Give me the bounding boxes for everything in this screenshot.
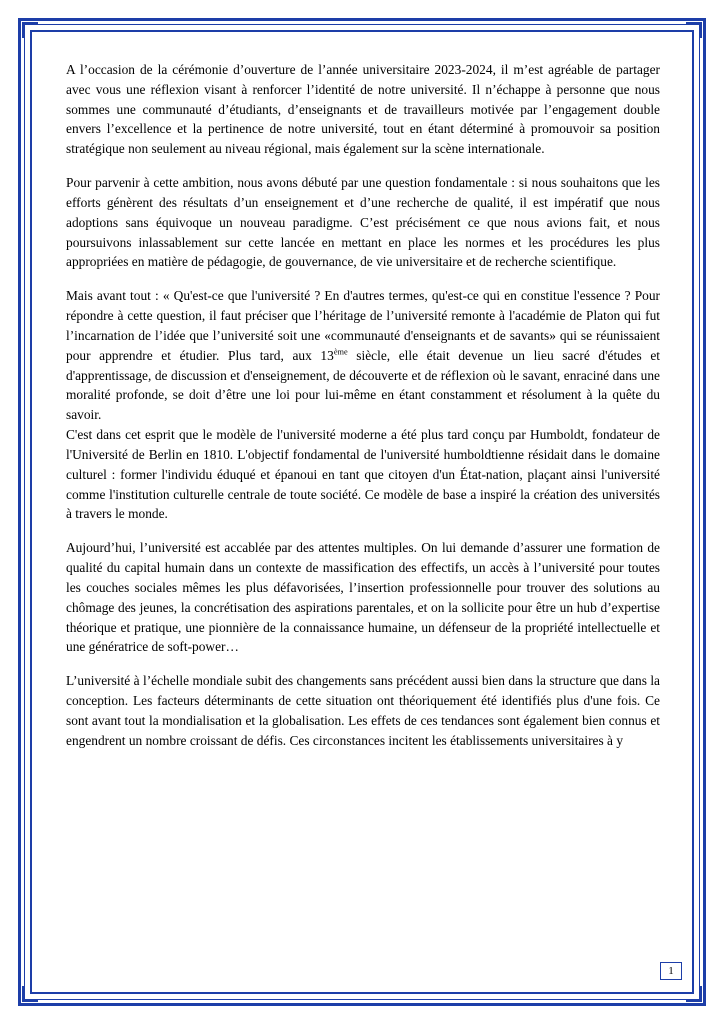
ordinal-superscript: ème — [333, 347, 348, 357]
paragraph-3b: C'est dans cet esprit que le modèle de l'université moderne a été plus tard conçu par Humboldt, fondateur de l'Université de Berlin en 1810. L'objectif fondamental de l'université humboldtienne résidait dans le domaine culturel : former l'individu éduqué et épanoui en tant que citoyen d'un État-nation, plaçant ainsi l'université comme l'institution culturelle centrale de toute société. Ce modèle de base a inspiré la création des universités à travers le monde. — [66, 427, 660, 522]
paragraph-3a — [66, 286, 660, 425]
border-corner-top-left — [22, 22, 38, 38]
paragraph-5: L’université à l’échelle mondiale subit des changements sans précédent aussi bien dans la structure que dans la conception. Les facteurs déterminants de cette situation ont théoriquement été identifiés plus d'une fois. Ce sont avant tout la mondialisation et la globalisation. Les effets de ces tendances sont également bien connus et engendrent un nombre croissant de défis. Ces circonstances incitent les établissements universitaires à y — [66, 673, 660, 748]
border-corner-bottom-left — [22, 986, 38, 1002]
paragraph-3a-text-after: siècle, elle était devenue un lieu sacré d'études et d'apprentissage, de discussion et d'enseignement, de découverte et de réflexion où le savant, enraciné dans une moralité profonde, se doit d’être une loi pour lui-même en étant constamment et résolument à la quête du savoir. — [66, 347, 660, 423]
paragraph-2: Pour parvenir à cette ambition, nous avons débuté par une question fondamentale : si nous souhaitons que les efforts génèrent des résultats d’un enseignement et d’une recherche de qualité, il est impératif que nous adoptions sans équivoque un nouveau paradigme. C’est précisément ce que nous avions fait, et nous poursuivons inlassablement sur cette lancée en mettant en place les normes et les procédures les plus appropriées en matière de pédagogie, de gouvernance, de vie universitaire et de recherche scientifique. — [66, 175, 660, 270]
paragraph-3a-text-before: Mais avant tout : « Qu'est-ce que l'université ? En d'autres termes, qu'est-ce qui en constitue l'essence ? Pour répondre à cette question, il faut préciser que l’héritage de l’université remonte à l'académie de Platon qui fut l’incarnation de l’idée que l’université soit une «communauté d'enseignants et de savants» qui se réunissaient pour apprendre et étudier. Plus tard, aux 13 — [66, 288, 660, 363]
border-corner-top-right — [686, 22, 702, 38]
paragraph-4: Aujourd’hui, l’université est accablée par des attentes multiples. On lui demande d’assurer une formation de qualité du capital humain dans un contexte de massification des effectifs, un accès à l’université pour toutes les couches sociales mêmes les plus défavorisées, l’insertion professionnelle pour trouver des solutions au chômage des jeunes, la concrétisation des aspirations parentales, et on la sollicite pour être un hub d’expertise théorique et pratique, une pionnière de la connaissance humaine, un défenseur de la propriété intellectuelle et une génératrice de soft-power… — [66, 540, 660, 655]
document-body — [66, 60, 660, 765]
border-corner-bottom-right — [686, 986, 702, 1002]
paragraph-1: A l’occasion de la cérémonie d’ouverture de l’année universitaire 2023-2024, il m’est agréable de partager avec vous une réflexion visant à renforcer l’identité de notre université. Il n’échappe à personne que nous sommes une communauté d’étudiants, d’enseignants et de travailleurs motivée par l’engagement double envers l’excellence et la pertinence de notre université, tout en étant déterminé à promouvoir sa position stratégique non seulement au niveau régional, mais également sur la scène internationale. — [66, 62, 660, 157]
page-number: 1 — [660, 962, 682, 980]
